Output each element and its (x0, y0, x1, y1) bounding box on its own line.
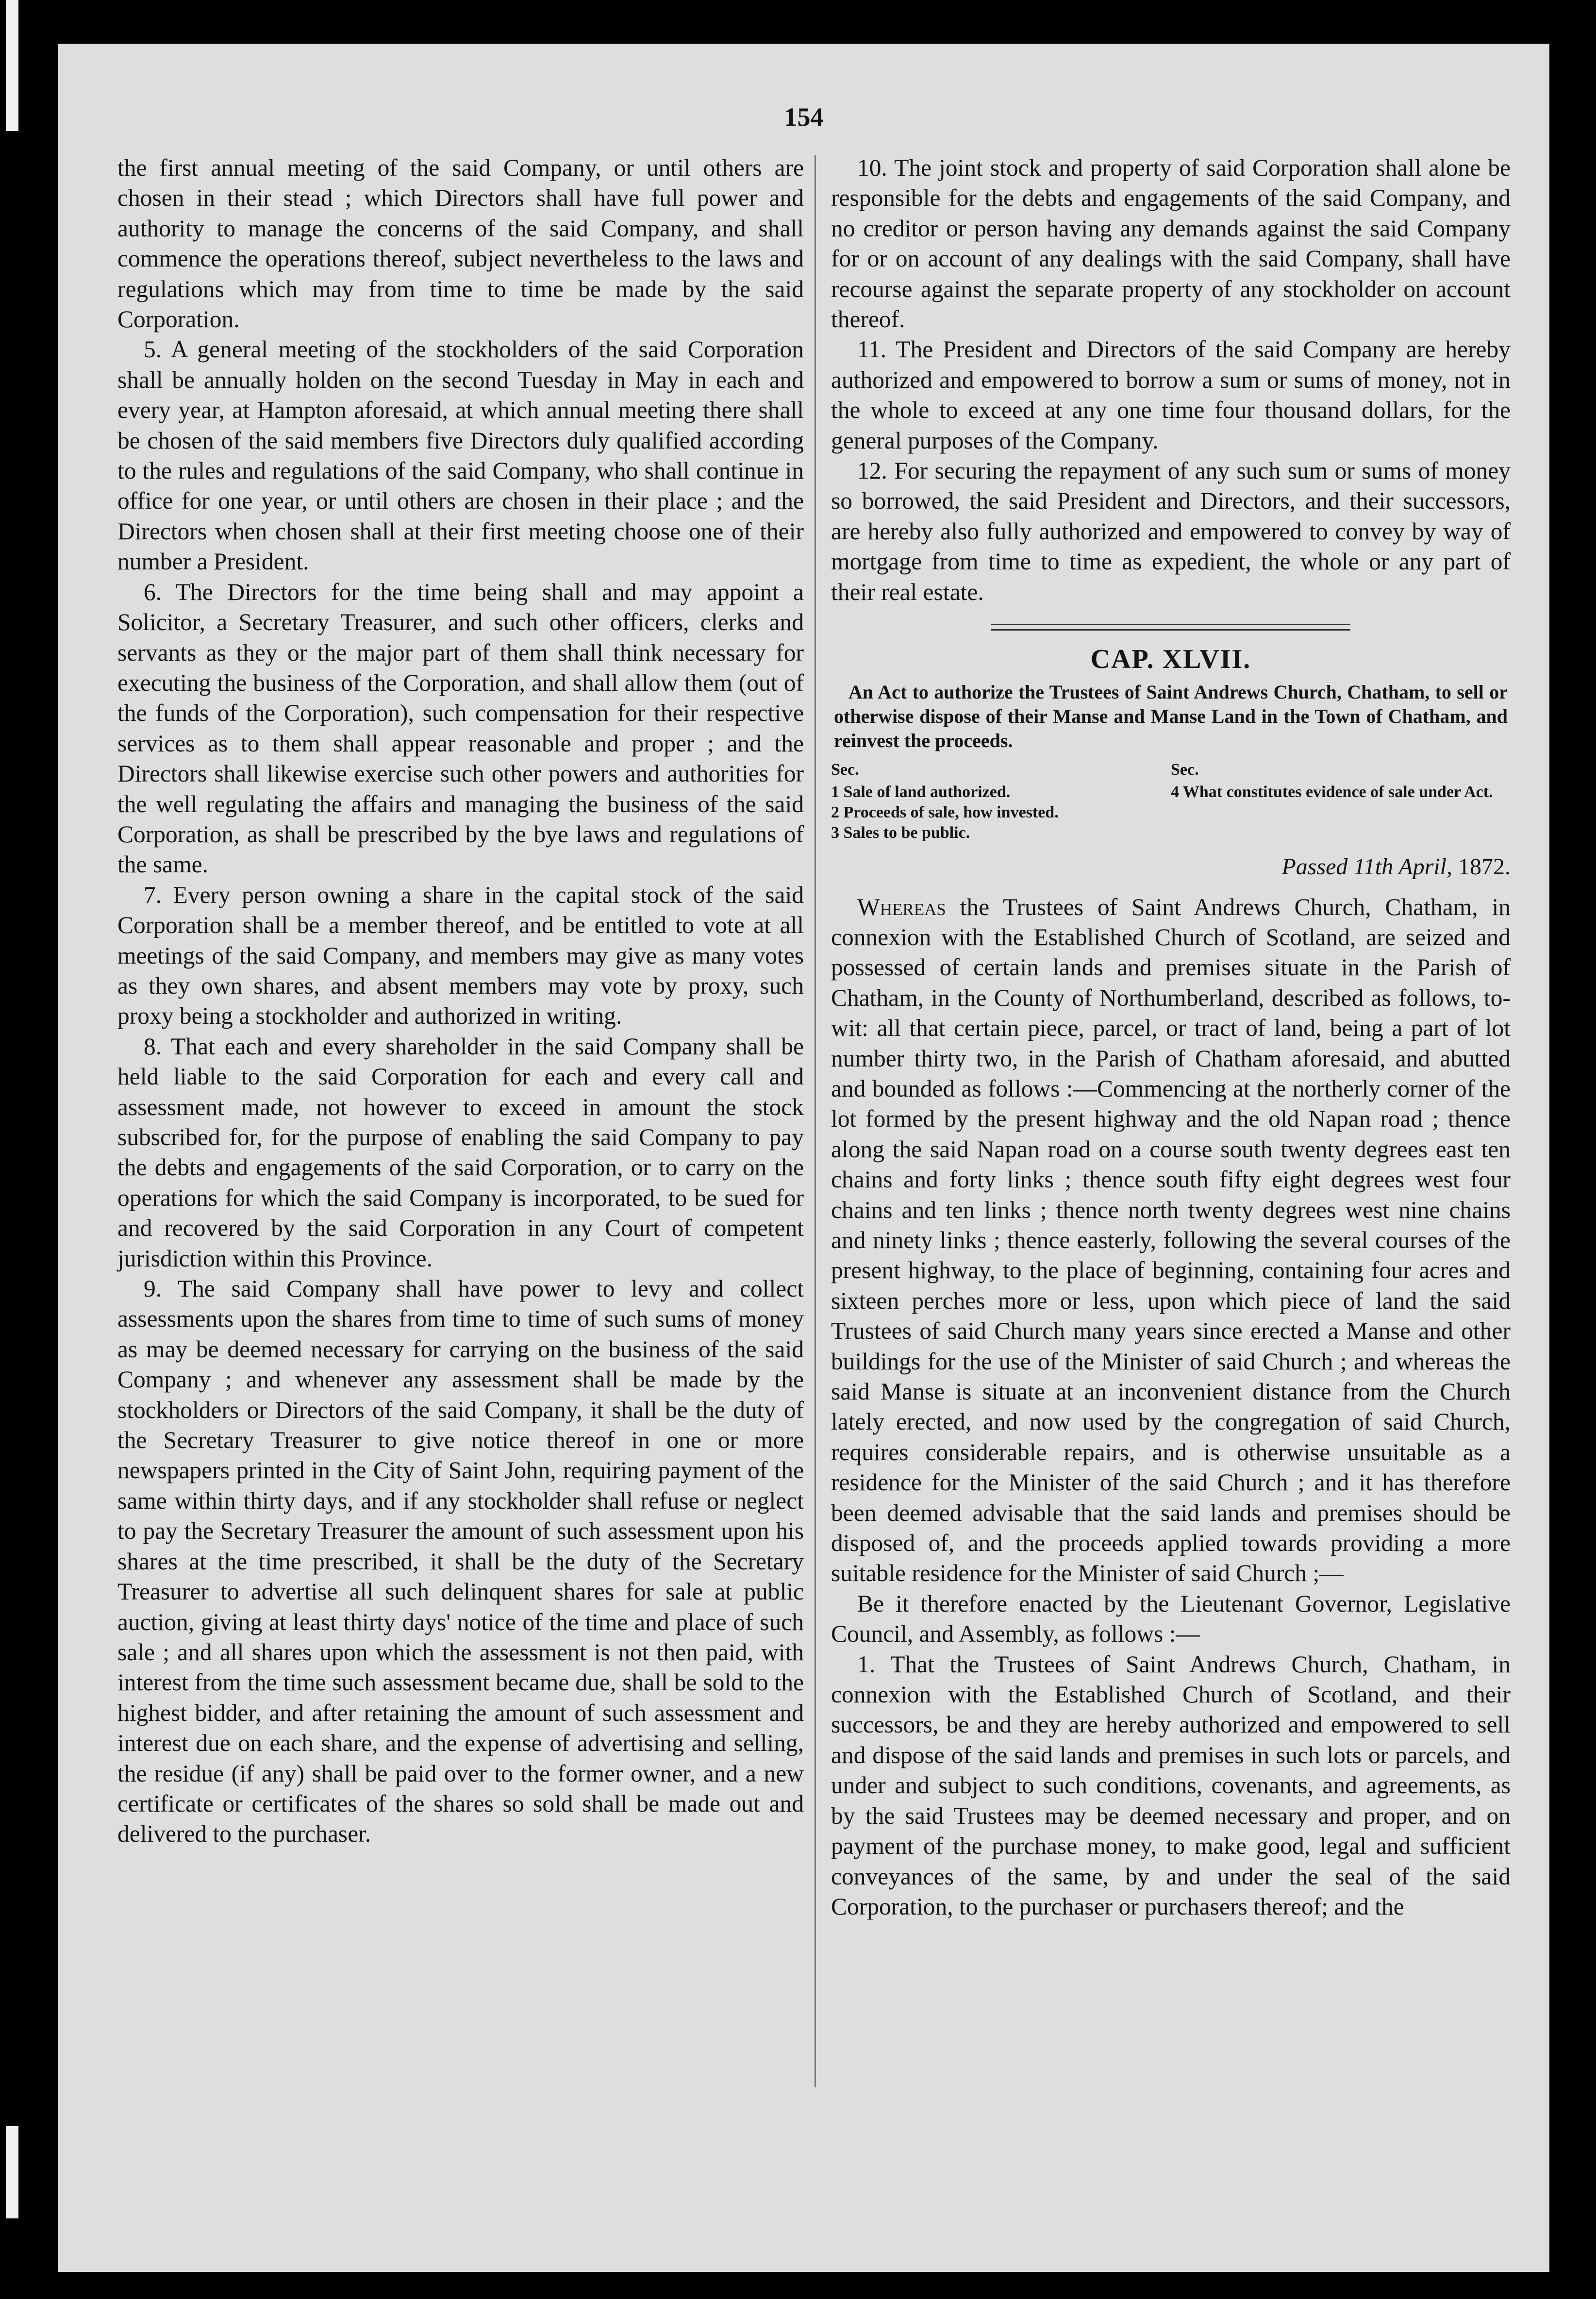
left-column (117, 153, 804, 1849)
preamble-lead: Whereas (857, 893, 946, 920)
preamble (831, 892, 1511, 1589)
section-index-header: Sec. (1171, 761, 1199, 779)
preamble-body: the Trustees of Saint Andrews Church, Chatham, in connexion with the Established Church of Scotland, are seized and possessed of certain lands and premises situate in the Parish of Chatham, in the County of Northumberland, described as follows, to-wit: all that certain piece, parcel, or tract of land, being a part of lot number thirty two, in the Parish of Chatham aforesaid, and abutted and bounded as follows :—Commencing at the northerly corner of the lot formed by the present highway and the old Napan road ; thence along the said Napan road on a course south twenty degrees east ten chains and forty links ; thence south fifty eight degrees west four chains and ten links ; thence north twenty degrees west nine chains and ninety links ; thence easterly, following the several courses of the present highway, to the place of beginning, containing four acres and sixteen perches more or less, upon which piece of land the said Trustees of said Church many years since erected a Manse and other buildings for the use of the Minister of said Church ; and whereas the said Manse is situate at an inconvenient distance from the Church lately erected, and now used by the congregation of said Church, requires considerable repairs, and is otherwise unsuitable as a residence for the Minister of the said Church ; and it has therefore been deemed advisable that the said lands and premises should be disposed of, and the proceeds applied towards providing a more suitable residence for the Minister of said Church ;— (831, 893, 1511, 1587)
section-11: 11. The President and Directors of the said Company are hereby authorized and empowered to borrow a sum or sums of money, not in the whole to exceed at any one time four thousand dollars, for the general purposes of the Company. (831, 336, 1511, 454)
column-divider (815, 155, 816, 2087)
section-index-header: Sec. (831, 761, 859, 779)
section-index-right (1171, 760, 1511, 843)
passed-date (831, 852, 1511, 882)
document-page (58, 44, 1549, 2272)
section-9: 9. The said Company shall have power to levy and collect assessments upon the shares from time to time of such sums of money as may be deemed necessary for carrying on the business of the said Company ; and whenever any assessment shall be made by the stockholders or Directors of the said Company, it shall be the duty of the Secretary Treasurer to give notice thereof in one or more newspapers printed in the City of Saint John, requiring payment of the same within thirty days, and if any stockholder shall refuse or neglect to pay the Secretary Treasurer the amount of such assessment upon his shares at the time prescribed, it shall be the duty of the Secretary Treasurer to advertise all such delinquent shares for sale at public auction, giving at least thirty days' notice of the time and place of such sale ; and all shares upon which the assessment is not then paid, with interest from the time such assessment became due, shall be sold to the highest bidder, and after retaining the amount of such assessment and interest due on each share, and the expense of advertising and selling, the residue (if any) shall be paid over to the former owner, and a new certificate or certificates of the shares so sold shall be made out and delivered to the purchaser. (117, 1275, 804, 1848)
section-8: 8. That each and every shareholder in the said Company shall be held liable to the said Corporation for each and every call and assessment made, not however to exceed in amount the stock subscribed for, for the purpose of enabling the said Company to pay the debts and engagements of the said Corporation, or to carry on the operations for which the said Company is incorporated, to be sued for and recovered by the said Corporation in any Court of competent jurisdiction within this Province. (117, 1033, 804, 1272)
section-10: 10. The joint stock and property of said Corporation shall alone be responsible for the debts and engagements of the said Company, and no creditor or person having any demands against the said Company for or on account of any dealings with the said Company, shall have recourse against the separate property of any stockholder on account thereof. (831, 154, 1511, 333)
chapter-heading: CAP. XLVII. (1090, 644, 1251, 675)
paragraph-continued: the first annual meeting of the said Company, or until others are chosen in their stead ; which Directors shall have full power and authority to manage the concerns of the said Company, and shall commence the operations thereof, subject nevertheless to the laws and regulations which may from time to time be made by the said Corporation. (117, 154, 804, 333)
section-6: 6. The Directors for the time being shall and may appoint a Solicitor, a Secretary Treasurer, and such other officers, clerks and servants as they or the major part of them shall think necessary for executing the business of the Corporation, and shall allow them (out of the funds of the Corporation), such compensation for their respective services as to them shall appear reasonable and proper ; and the Directors shall likewise exercise such other powers and authorities for the well regulating the affairs and managing the business of the said Corporation, as shall be prescribed by the bye laws and regulations of the same. (117, 578, 804, 878)
section-1: 1. That the Trustees of Saint Andrews Church, Chatham, in connexion with the Established Church of Scotland, and their successors, be and they are hereby authorized and empowered to sell and dispose of the said lands and premises in such lots or parcels, and under and subject to such conditions, covenants, and agreements, as by the said Trustees may be deemed necessary and proper, and on payment of the purchase money, to make good, legal and sufficient conveyances of the same, by and under the seal of the said Corporation, to the purchaser or purchasers thereof; and the (831, 1650, 1511, 1920)
enacting-clause: Be it therefore enacted by the Lieutenant Governor, Legislative Council, and Assembly, as follows :— (831, 1590, 1511, 1648)
section-index-item: 3 Sales to be public. (831, 824, 970, 842)
section-12: 12. For securing the repayment of any such sum or sums of money so borrowed, the said President and Directors, and their successors, are hereby also fully authorized and empowered to convey by way of mortgage from time to time as expedient, the whole or any part of their real estate. (831, 457, 1511, 605)
scan-edge-mark-top (6, 0, 18, 131)
section-7: 7. Every person owning a share in the capital stock of the said Corporation shall be a member thereof, and be entitled to vote at all meetings of the said Company, and members may give as many votes as they own shares, and absent members may vote by proxy, such proxy being a stockholder and authorized in writing. (117, 881, 804, 1030)
page-number: 154 (784, 102, 824, 132)
section-index-item: 2 Proceeds of sale, how invested. (831, 803, 1059, 822)
section-index-item: 4 What constitutes evidence of sale under Act. (1171, 783, 1493, 801)
right-column (831, 153, 1511, 1922)
passed-label: Passed (1281, 854, 1348, 880)
section-index-left (831, 760, 1171, 843)
passed-year: 1872. (1458, 854, 1511, 880)
scan-edge-mark-bottom (6, 2126, 18, 2218)
act-title: An Act to authorize the Trustees of Saint Andrews Church, Chatham, to sell or otherwise dispose of their Manse and Manse Land in the Town of Chatham, and reinvest the proceeds. (834, 681, 1508, 752)
section-5: 5. A general meeting of the stockholders of the said Corporation shall be annually holden on the second Tuesday in May in each and every year, at Hampton aforesaid, at which annual meeting there shall be chosen of the said members five Directors duly qualified according to the rules and regulations of the said Company, who shall continue in office for one year, or until others are chosen in their place ; and the Directors when chosen shall at their first meeting choose one of their number a President. (117, 336, 804, 575)
chapter-separator (991, 624, 1350, 631)
section-index-item: 1 Sale of land authorized. (831, 783, 1011, 801)
section-index (831, 760, 1511, 843)
passed-day: 11th April, (1353, 854, 1452, 880)
